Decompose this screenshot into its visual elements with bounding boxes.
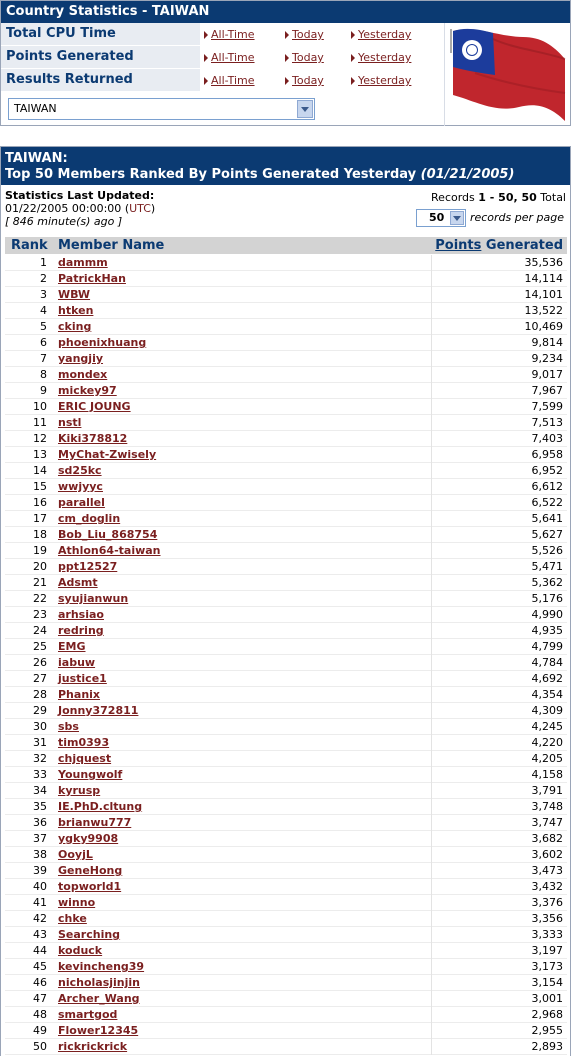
arrow-icon — [204, 54, 208, 62]
table-row — [5, 575, 567, 591]
rank-cell: 18 — [33, 528, 47, 541]
points-cell: 9,814 — [531, 336, 563, 349]
points-cell: 6,522 — [531, 496, 563, 509]
table-row — [5, 607, 567, 623]
table-row — [5, 943, 567, 959]
member-link[interactable]: smartgod — [58, 1008, 118, 1021]
column-divider — [431, 863, 432, 879]
column-divider — [431, 719, 432, 735]
col-points: Points Generated — [435, 238, 563, 253]
points-cell: 3,333 — [531, 928, 563, 941]
stat-label-cpu-time: Total CPU Time — [1, 23, 200, 45]
points-cell: 4,205 — [531, 752, 563, 765]
table-row — [5, 671, 567, 687]
member-link[interactable]: koduck — [58, 944, 103, 957]
table-row — [5, 1039, 567, 1055]
rank-cell: 49 — [33, 1024, 47, 1037]
member-link[interactable]: Jonny372811 — [58, 704, 139, 717]
points-cell: 4,935 — [531, 624, 563, 637]
column-divider — [431, 671, 432, 687]
table-row — [5, 367, 567, 383]
member-link[interactable]: mondex — [58, 368, 108, 381]
records-per-page: 50 records per page — [416, 209, 564, 227]
members-table — [5, 255, 567, 1055]
member-link[interactable]: Archer_Wang — [58, 992, 140, 1005]
member-link[interactable]: sd25kc — [58, 464, 102, 477]
column-divider — [431, 639, 432, 655]
member-link[interactable]: IE.PhD.cltung — [58, 800, 143, 813]
column-divider — [431, 255, 432, 271]
column-divider — [431, 575, 432, 591]
rank-cell: 29 — [33, 704, 47, 717]
rank-cell: 32 — [33, 752, 47, 765]
rank-cell: 22 — [33, 592, 47, 605]
points-cell: 9,017 — [531, 368, 563, 381]
table-row — [5, 383, 567, 399]
points-cell: 2,955 — [531, 1024, 563, 1037]
table-row — [5, 559, 567, 575]
column-divider — [431, 351, 432, 367]
table-row — [5, 479, 567, 495]
table-row — [5, 511, 567, 527]
column-divider — [431, 559, 432, 575]
points-cell: 3,748 — [531, 800, 563, 813]
member-link[interactable]: Adsmt — [58, 576, 98, 589]
member-link[interactable]: Searching — [58, 928, 121, 941]
table-row — [5, 623, 567, 639]
table-row — [5, 495, 567, 511]
member-link[interactable]: Flower12345 — [58, 1024, 139, 1037]
rank-cell: 17 — [33, 512, 47, 525]
points-cell: 2,968 — [531, 1008, 563, 1021]
member-link[interactable]: arhsiao — [58, 608, 104, 621]
points-cell: 3,197 — [531, 944, 563, 957]
table-row — [5, 303, 567, 319]
column-divider — [431, 831, 432, 847]
table-row — [5, 287, 567, 303]
cpu-time-yesterday-link[interactable]: Yesterday — [351, 28, 411, 41]
points-cell: 4,354 — [531, 688, 563, 701]
column-divider — [431, 847, 432, 863]
points-cell: 6,958 — [531, 448, 563, 461]
points-cell: 7,967 — [531, 384, 563, 397]
rank-cell: 13 — [33, 448, 47, 461]
ranking-title: TAIWAN: Top 50 Members Ranked By Points Generated Yesterday (01/21/2005) — [1, 147, 570, 185]
points-cell: 5,526 — [531, 544, 563, 557]
rank-cell: 45 — [33, 960, 47, 973]
member-link[interactable]: yangjiy — [58, 352, 104, 365]
table-row — [5, 543, 567, 559]
table-row — [5, 911, 567, 927]
member-link[interactable]: sbs — [58, 720, 79, 733]
points-cell: 5,471 — [531, 560, 563, 573]
rank-cell: 38 — [33, 848, 47, 861]
column-divider — [431, 1007, 432, 1023]
column-divider — [431, 959, 432, 975]
table-row — [5, 447, 567, 463]
stat-row-results — [1, 69, 444, 92]
column-divider — [431, 591, 432, 607]
table-row — [5, 815, 567, 831]
member-link[interactable]: phoenixhuang — [58, 336, 147, 349]
stat-label-results: Results Returned — [1, 69, 200, 91]
member-link[interactable]: PatrickHan — [58, 272, 126, 285]
rank-cell: 40 — [33, 880, 47, 893]
table-row — [5, 703, 567, 719]
points-cell: 10,469 — [524, 320, 563, 333]
points-cell: 3,432 — [531, 880, 563, 893]
table-row — [5, 783, 567, 799]
column-divider — [431, 543, 432, 559]
column-divider — [431, 463, 432, 479]
points-cell: 3,473 — [531, 864, 563, 877]
points-cell: 5,176 — [531, 592, 563, 605]
rank-cell: 20 — [33, 560, 47, 573]
member-link[interactable]: nstl — [58, 416, 82, 429]
points-label-link[interactable]: Points — [6, 49, 53, 64]
table-row — [5, 591, 567, 607]
table-row — [5, 335, 567, 351]
results-yesterday-link[interactable]: Yesterday — [351, 74, 411, 87]
rank-cell: 27 — [33, 672, 47, 685]
column-divider — [431, 447, 432, 463]
member-link[interactable]: nicholasjinjin — [58, 976, 140, 989]
rank-cell: 46 — [33, 976, 47, 989]
points-cell: 5,641 — [531, 512, 563, 525]
rank-cell: 28 — [33, 688, 47, 701]
arrow-icon — [204, 77, 208, 85]
table-row — [5, 255, 567, 271]
member-link[interactable]: dammm — [58, 256, 108, 269]
stat-row-points — [1, 46, 444, 69]
country-select[interactable] — [8, 98, 315, 120]
column-divider — [431, 495, 432, 511]
column-divider — [431, 991, 432, 1007]
member-link[interactable]: wwjyyc — [58, 480, 103, 493]
points-cell: 4,784 — [531, 656, 563, 669]
rank-cell: 10 — [33, 400, 47, 413]
column-divider — [431, 367, 432, 383]
column-divider — [431, 655, 432, 671]
points-cell: 14,114 — [524, 272, 563, 285]
rank-cell: 16 — [33, 496, 47, 509]
points-cell: 4,245 — [531, 720, 563, 733]
member-link[interactable]: cm_doglin — [58, 512, 121, 525]
column-divider — [431, 687, 432, 703]
arrow-icon — [351, 54, 355, 62]
table-row — [5, 527, 567, 543]
country-select-value: TAIWAN — [14, 102, 57, 115]
table-row — [5, 431, 567, 447]
rank-cell: 50 — [33, 1040, 47, 1053]
points-cell: 3,376 — [531, 896, 563, 909]
member-link[interactable]: winno — [58, 896, 96, 909]
rank-cell: 2 — [40, 272, 47, 285]
arrow-icon — [351, 77, 355, 85]
column-divider — [431, 431, 432, 447]
table-row — [5, 927, 567, 943]
member-link[interactable]: ERIC JOUNG — [58, 400, 131, 413]
table-row — [5, 1023, 567, 1039]
rank-cell: 5 — [40, 320, 47, 333]
table-header — [5, 237, 567, 254]
rank-cell: 23 — [33, 608, 47, 621]
chevron-down-icon[interactable] — [450, 211, 464, 225]
points-cell: 3,602 — [531, 848, 563, 861]
table-row — [5, 271, 567, 287]
points-cell: 4,220 — [531, 736, 563, 749]
member-link[interactable]: syujianwun — [58, 592, 129, 605]
member-link[interactable]: Phanix — [58, 688, 101, 701]
rank-cell: 26 — [33, 656, 47, 669]
rank-cell: 37 — [33, 832, 47, 845]
column-divider — [431, 399, 432, 415]
column-divider — [431, 799, 432, 815]
rank-cell: 44 — [33, 944, 47, 957]
member-link[interactable]: GeneHong — [58, 864, 123, 877]
points-cell: 7,513 — [531, 416, 563, 429]
column-divider — [431, 479, 432, 495]
points-cell: 35,536 — [524, 256, 563, 269]
points-cell: 9,234 — [531, 352, 563, 365]
rank-cell: 34 — [33, 784, 47, 797]
points-cell: 7,599 — [531, 400, 563, 413]
ranking-panel — [0, 146, 571, 1056]
member-link[interactable]: Kiki378812 — [58, 432, 128, 445]
arrow-icon — [285, 54, 289, 62]
rank-cell: 21 — [33, 576, 47, 589]
points-cell: 3,173 — [531, 960, 563, 973]
column-divider — [431, 303, 432, 319]
taiwan-flag-icon — [445, 23, 569, 123]
column-divider — [431, 815, 432, 831]
column-divider — [431, 943, 432, 959]
flag-cell — [444, 23, 571, 126]
member-link[interactable]: mickey97 — [58, 384, 117, 397]
table-row — [5, 895, 567, 911]
rank-cell: 24 — [33, 624, 47, 637]
member-link[interactable]: chjquest — [58, 752, 112, 765]
rank-cell: 35 — [33, 800, 47, 813]
points-cell: 3,747 — [531, 816, 563, 829]
rank-cell: 47 — [33, 992, 47, 1005]
member-link[interactable]: cking — [58, 320, 92, 333]
table-row — [5, 1007, 567, 1023]
points-cell: 3,001 — [531, 992, 563, 1005]
col-points-sort-link[interactable]: Points — [435, 238, 482, 253]
points-yesterday-link[interactable]: Yesterday — [351, 51, 411, 64]
points-cell: 6,952 — [531, 464, 563, 477]
member-link[interactable]: MyChat-Zwisely — [58, 448, 157, 461]
member-link[interactable]: ppt12527 — [58, 560, 118, 573]
column-divider — [431, 1039, 432, 1055]
rank-cell: 33 — [33, 768, 47, 781]
table-row — [5, 863, 567, 879]
points-today-link[interactable]: Today — [285, 51, 324, 64]
member-link[interactable]: ygky9908 — [58, 832, 119, 845]
points-cell: 3,356 — [531, 912, 563, 925]
member-link[interactable]: topworld1 — [58, 880, 122, 893]
member-link[interactable]: tim0393 — [58, 736, 110, 749]
table-row — [5, 767, 567, 783]
member-link[interactable]: redring — [58, 624, 104, 637]
arrow-icon — [285, 77, 289, 85]
points-cell: 14,101 — [524, 288, 563, 301]
member-link[interactable]: WBW — [58, 288, 91, 301]
arrow-icon — [204, 31, 208, 39]
member-link[interactable]: Athlon64-taiwan — [58, 544, 161, 557]
table-row — [5, 751, 567, 767]
rank-cell: 36 — [33, 816, 47, 829]
col-rank: Rank — [11, 238, 48, 253]
results-today-link[interactable]: Today — [285, 74, 324, 87]
arrow-icon — [285, 31, 289, 39]
table-row — [5, 415, 567, 431]
rank-cell: 25 — [33, 640, 47, 653]
table-row — [5, 719, 567, 735]
utc-link[interactable]: UTC — [129, 202, 151, 215]
results-all-time-link[interactable]: All-Time — [204, 74, 255, 87]
column-divider — [431, 751, 432, 767]
table-row — [5, 351, 567, 367]
member-link[interactable]: EMG — [58, 640, 86, 653]
column-divider — [431, 767, 432, 783]
col-member: Member Name — [58, 238, 165, 253]
rank-cell: 41 — [33, 896, 47, 909]
column-divider — [431, 735, 432, 751]
rank-cell: 19 — [33, 544, 47, 557]
column-divider — [431, 783, 432, 799]
rank-cell: 14 — [33, 464, 47, 477]
table-row — [5, 975, 567, 991]
stat-label-points: Points Generated — [1, 46, 200, 68]
rank-cell: 9 — [40, 384, 47, 397]
table-row — [5, 991, 567, 1007]
points-cell: 4,158 — [531, 768, 563, 781]
rank-cell: 30 — [33, 720, 47, 733]
records-per-page-select[interactable]: 50 — [416, 209, 466, 227]
table-row — [5, 399, 567, 415]
column-divider — [431, 511, 432, 527]
rank-cell: 11 — [33, 416, 47, 429]
column-divider — [431, 911, 432, 927]
member-link[interactable]: parallel — [58, 496, 105, 509]
member-link[interactable]: kyrusp — [58, 784, 101, 797]
member-link[interactable]: rickrickrick — [58, 1040, 128, 1053]
records-summary: Records 1 - 50, 50 Total — [431, 191, 566, 204]
column-divider — [431, 319, 432, 335]
column-divider — [431, 335, 432, 351]
points-cell: 6,612 — [531, 480, 563, 493]
table-row — [5, 655, 567, 671]
column-divider — [431, 975, 432, 991]
column-divider — [431, 607, 432, 623]
column-divider — [431, 271, 432, 287]
table-row — [5, 319, 567, 335]
column-divider — [431, 415, 432, 431]
page-title: Country Statistics - TAIWAN — [1, 1, 570, 23]
member-link[interactable]: OoyjL — [58, 848, 93, 861]
member-link[interactable]: chke — [58, 912, 87, 925]
points-cell: 4,990 — [531, 608, 563, 621]
member-link[interactable]: Bob_Liu_868754 — [58, 528, 158, 541]
arrow-icon — [351, 31, 355, 39]
table-row — [5, 687, 567, 703]
points-cell: 4,692 — [531, 672, 563, 685]
points-cell: 5,627 — [531, 528, 563, 541]
rank-cell: 31 — [33, 736, 47, 749]
member-link[interactable]: justice1 — [58, 672, 107, 685]
table-row — [5, 831, 567, 847]
points-cell: 7,403 — [531, 432, 563, 445]
points-cell: 3,791 — [531, 784, 563, 797]
table-row — [5, 735, 567, 751]
rank-cell: 43 — [33, 928, 47, 941]
table-row — [5, 639, 567, 655]
last-updated: Statistics Last Updated: 01/22/2005 00:00:00 (UTC) [ 846 minute(s) ago ] — [5, 189, 156, 228]
rank-cell: 48 — [33, 1008, 47, 1021]
member-link[interactable]: htken — [58, 304, 94, 317]
rank-cell: 4 — [40, 304, 47, 317]
column-divider — [431, 879, 432, 895]
table-row — [5, 463, 567, 479]
points-cell: 5,362 — [531, 576, 563, 589]
points-cell: 2,893 — [531, 1040, 563, 1053]
rank-cell: 39 — [33, 864, 47, 877]
rank-cell: 3 — [40, 288, 47, 301]
member-link[interactable]: kevincheng39 — [58, 960, 145, 973]
column-divider — [431, 623, 432, 639]
points-cell: 4,799 — [531, 640, 563, 653]
rank-cell: 1 — [40, 256, 47, 269]
column-divider — [431, 527, 432, 543]
column-divider — [431, 927, 432, 943]
rank-cell: 7 — [40, 352, 47, 365]
member-link[interactable]: iabuw — [58, 656, 96, 669]
table-row — [5, 799, 567, 815]
member-link[interactable]: brianwu777 — [58, 816, 132, 829]
member-link[interactable]: Youngwolf — [58, 768, 123, 781]
points-cell: 13,522 — [524, 304, 563, 317]
rank-cell: 42 — [33, 912, 47, 925]
points-all-time-link[interactable]: All-Time — [204, 51, 255, 64]
rank-cell: 12 — [33, 432, 47, 445]
rank-cell: 8 — [40, 368, 47, 381]
column-divider — [431, 1023, 432, 1039]
table-row — [5, 959, 567, 975]
points-cell: 3,154 — [531, 976, 563, 989]
column-divider — [431, 383, 432, 399]
column-divider — [431, 287, 432, 303]
table-row — [5, 847, 567, 863]
stat-row-cpu-time — [1, 23, 444, 46]
points-cell: 3,682 — [531, 832, 563, 845]
points-cell: 4,309 — [531, 704, 563, 717]
rank-cell: 6 — [40, 336, 47, 349]
country-stats-panel — [0, 0, 571, 126]
chevron-down-icon[interactable] — [297, 100, 313, 118]
column-divider — [431, 703, 432, 719]
column-divider — [431, 895, 432, 911]
rank-cell: 15 — [33, 480, 47, 493]
table-row — [5, 879, 567, 895]
cpu-time-all-time-link[interactable]: All-Time — [204, 28, 255, 41]
cpu-time-today-link[interactable]: Today — [285, 28, 324, 41]
